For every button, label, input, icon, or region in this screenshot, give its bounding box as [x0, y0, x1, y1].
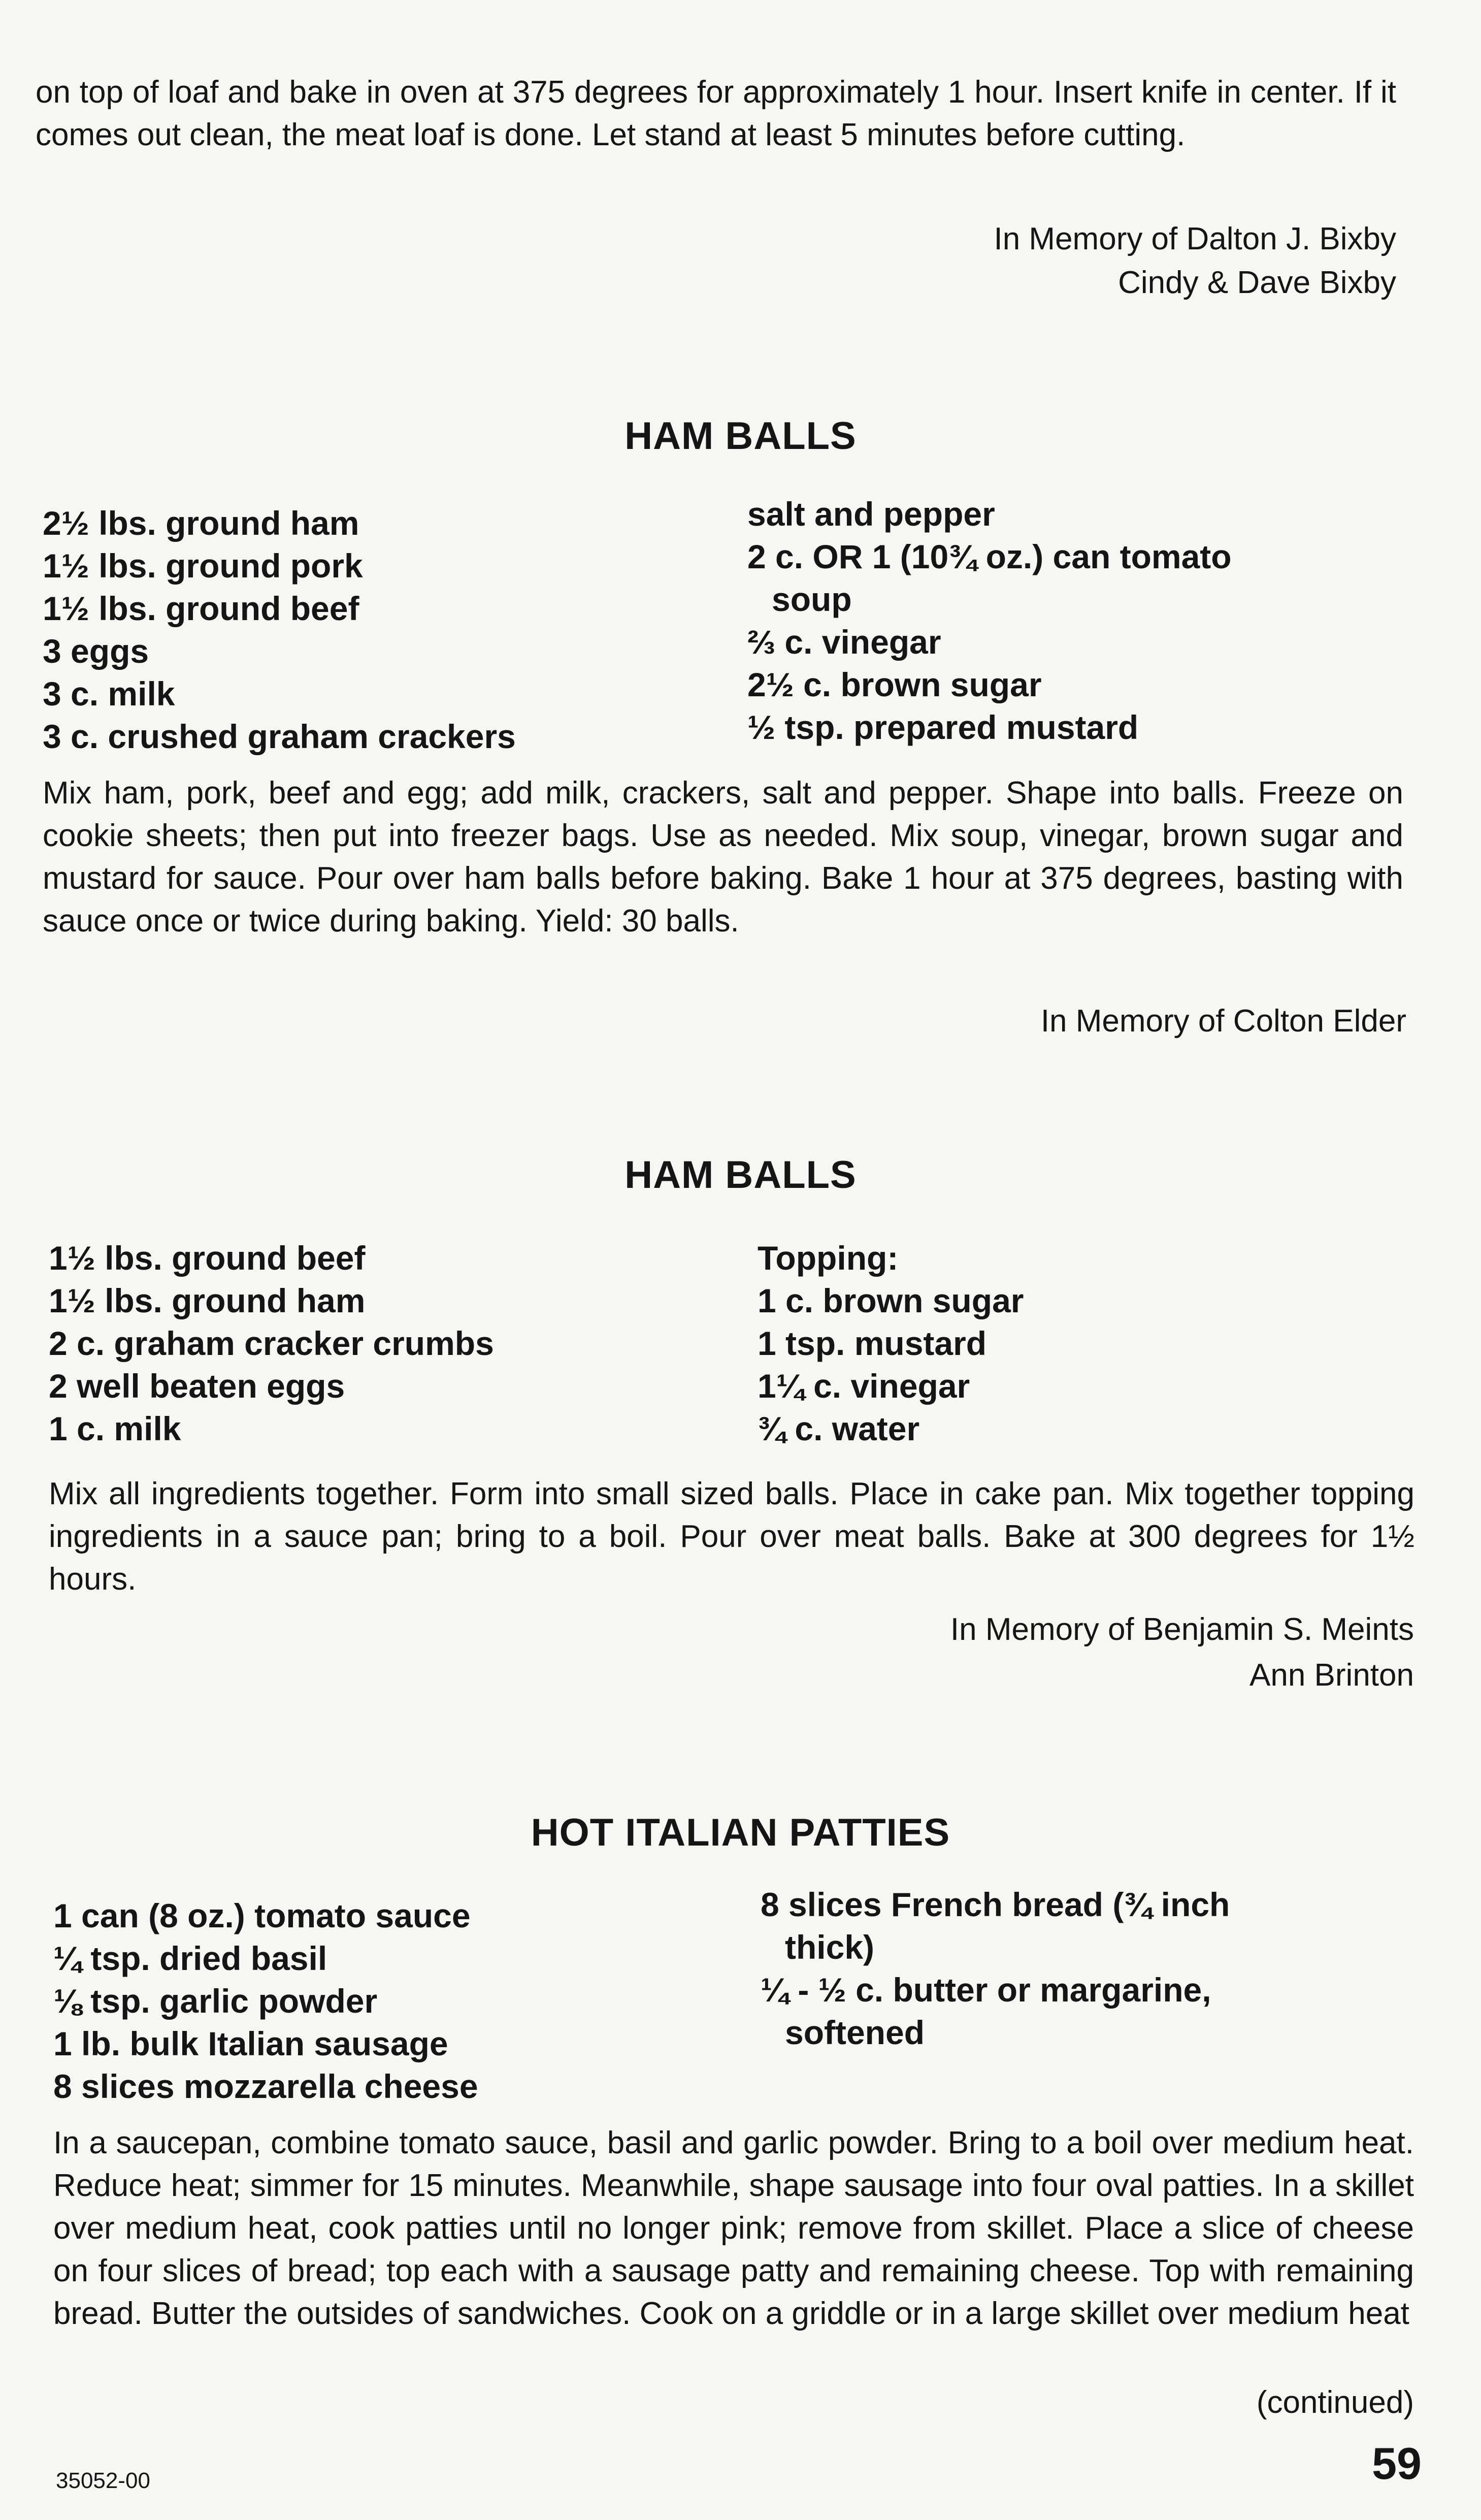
ingredient: 1 c. brown sugar [758, 1282, 1024, 1319]
ingredient: 1½ lbs. ground ham [49, 1282, 366, 1319]
intro-credit-1: In Memory of Dalton J. Bixby [994, 221, 1396, 256]
recipe-3-ingredients-right [761, 1883, 1451, 2054]
recipe-2-directions: Mix all ingredients together. Form into small sized balls. Place in cake pan. Mix together topping ingredients in a sauce pan; bring to a boil. Pour over meat balls. Bake at 300 degrees for 1½ hours. [49, 1476, 1414, 1597]
recipe-2-ingredients-right [758, 1237, 1443, 1450]
ingredient: 2½ lbs. ground ham [43, 504, 359, 542]
ingredient: 1 lb. bulk Italian sausage [53, 2025, 448, 2062]
recipe-2-title: HAM BALLS [624, 1153, 857, 1197]
recipe-1-title: HAM BALLS [624, 414, 857, 458]
ingredient: 1 tsp. mustard [758, 1324, 987, 1362]
recipe-2-credit-2: Ann Brinton [1249, 1658, 1414, 1693]
ingredient: 1 can (8 oz.) tomato sauce [53, 1897, 471, 1934]
ingredient: ¼ - ½ c. butter or margarine, [761, 1971, 1211, 2009]
recipe-1-ingredients-right [747, 493, 1433, 749]
topping-heading: Topping: [758, 1239, 899, 1277]
intro-paragraph: on top of loaf and bake in oven at 375 degrees for approximately 1 hour. Insert knife in center. If it comes out clean, the meat loaf is done. Let stand at least 5 minutes before cutting. [36, 75, 1396, 152]
ingredient: ½ tsp. prepared mustard [747, 708, 1139, 746]
ingredient: 3 c. milk [43, 675, 175, 713]
ingredient: 3 c. crushed graham crackers [43, 718, 516, 755]
ingredient: 2½ c. brown sugar [747, 666, 1042, 703]
ingredient: 2 c. OR 1 (10¾ oz.) can tomato [747, 538, 1232, 575]
ingredient: 1½ lbs. ground beef [49, 1239, 366, 1277]
ingredient-continued: softened [785, 2014, 925, 2051]
ingredient: 8 slices mozzarella cheese [53, 2067, 478, 2105]
ingredient: ¼ tsp. dried basil [53, 1940, 327, 1977]
ingredient: 2 well beaten eggs [49, 1367, 345, 1405]
recipe-1-ingredients-left [43, 502, 728, 758]
ingredient: ⅔ c. vinegar [747, 623, 941, 661]
ingredient-continued: soup [772, 580, 852, 618]
recipe-3-title: HOT ITALIAN PATTIES [531, 1811, 950, 1854]
ingredient: ⅛ tsp. garlic powder [53, 1982, 378, 2020]
recipe-3-directions: In a saucepan, combine tomato sauce, basil and garlic powder. Bring to a boil over medium heat. Reduce heat; simmer for 15 minutes. Meanwhile, shape sausage into four oval patties. In a skillet over medium heat, cook patties until no longer pink; remove from skillet. Place a slice of cheese on four slices of bread; top each with a sausage patty and remaining cheese. Top with remaining bread. Butter the outsides of sandwiches. Cook on a griddle or in a large skillet over medium heat [53, 2125, 1414, 2331]
page-number: 59 [1372, 2438, 1422, 2489]
recipe-2-credit-1: In Memory of Benjamin S. Meints [950, 1612, 1414, 1647]
recipe-1-directions: Mix ham, pork, beef and egg; add milk, crackers, salt and pepper. Shape into balls. Freeze on cookie sheets; then put into freezer bags. Use as needed. Mix soup, vinegar, brown sugar and mustard for sauce. Pour over ham balls before baking. Bake 1 hour at 375 degrees, basting with sauce once or twice during baking. Yield: 30 balls. [43, 776, 1403, 939]
intro-credit-2: Cindy & Dave Bixby [1118, 265, 1396, 300]
ingredient: 1¼ c. vinegar [758, 1367, 970, 1405]
ingredient-continued: thick) [785, 1928, 875, 1966]
ingredient: 8 slices French bread (¾ inch [761, 1886, 1230, 1923]
ingredient: 1 c. milk [49, 1410, 181, 1447]
continued-note: (continued) [1256, 2385, 1414, 2420]
ingredient: salt and pepper [747, 495, 995, 533]
recipe-3-ingredients-left [53, 1894, 739, 2108]
ingredient: ¾ c. water [758, 1410, 920, 1447]
ingredient: 2 c. graham cracker crumbs [49, 1324, 494, 1362]
recipe-1-credit: In Memory of Colton Elder [1040, 1004, 1406, 1039]
ingredient: 3 eggs [43, 632, 149, 670]
ingredient: 1½ lbs. ground beef [43, 590, 359, 627]
footer-code: 35052-00 [56, 2468, 150, 2493]
recipe-2-ingredients-left [49, 1237, 734, 1450]
ingredient: 1½ lbs. ground pork [43, 547, 363, 585]
